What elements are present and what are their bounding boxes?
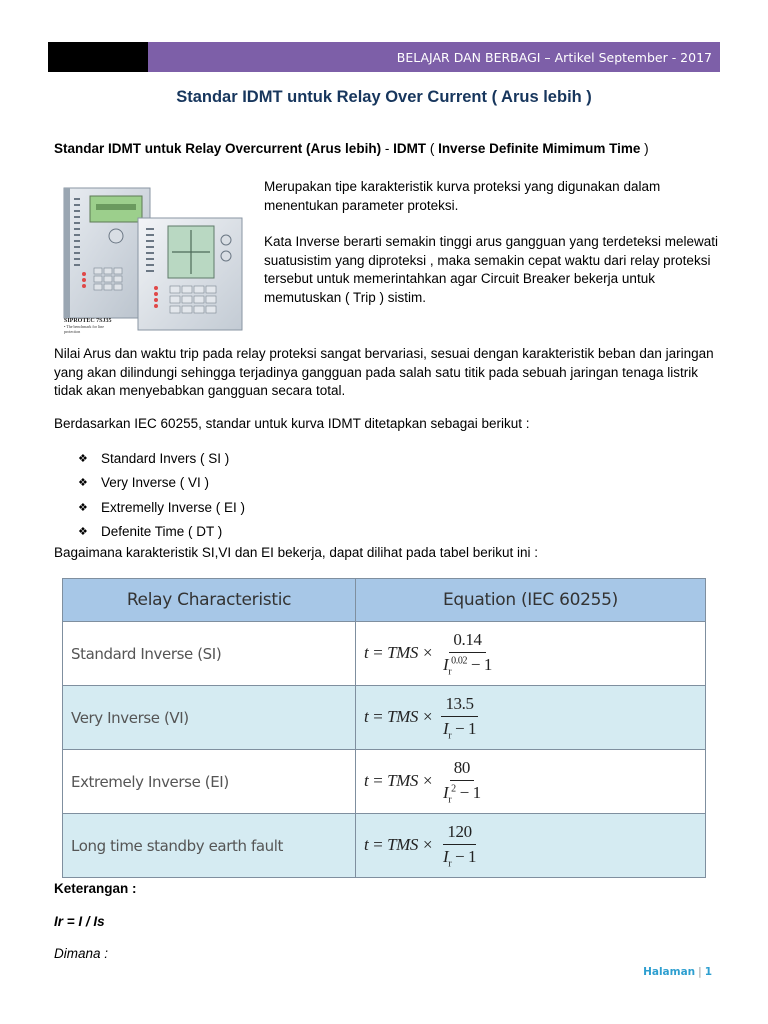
equation-cell xyxy=(356,750,706,814)
equation-numerator: 0.14 xyxy=(449,630,485,653)
equation-cell xyxy=(356,622,706,686)
equation-numerator: 80 xyxy=(450,758,474,781)
curve-type-list xyxy=(78,446,245,544)
characteristic-name: Long time standby earth fault xyxy=(63,814,356,878)
list-item-text: Extremelly Inverse ( EI ) xyxy=(101,499,246,515)
bullet-diamond-icon: ❖ xyxy=(78,501,88,514)
list-item-text: Standard Invers ( SI ) xyxy=(101,450,230,466)
equation-prefix: t = TMS × xyxy=(364,771,433,791)
characteristic-name: Very Inverse (VI) xyxy=(63,686,356,750)
bullet-diamond-icon: ❖ xyxy=(78,526,88,539)
subtitle-part3: Inverse Definite Mimimum Time xyxy=(438,141,641,156)
table-row xyxy=(63,814,706,878)
intro-text xyxy=(264,178,724,325)
header-equation: Equation (IEC 60255) xyxy=(356,579,706,622)
equation-cell xyxy=(356,814,706,878)
den-base: I xyxy=(442,654,449,674)
page-title: Standar IDMT untuk Relay Over Current ( Arus lebih ) xyxy=(176,88,592,106)
table-header-row xyxy=(63,579,706,622)
den-sub: r xyxy=(448,730,452,742)
characteristic-name: Standard Inverse (SI) xyxy=(63,622,356,686)
relay-characteristic-table xyxy=(62,578,706,878)
den-minus: − 1 xyxy=(451,718,477,738)
den-minus: − 1 xyxy=(451,846,477,866)
header-bar xyxy=(148,42,720,72)
den-exponent: 2 xyxy=(451,783,456,795)
den-base: I xyxy=(442,718,449,738)
subtitle-part1: Standar IDMT untuk Relay Overcurrent (Arus lebih) xyxy=(54,141,382,156)
list-item-text: Very Inverse ( VI ) xyxy=(101,475,210,491)
equation-numerator: 120 xyxy=(443,822,475,845)
footer-label: Halaman xyxy=(643,966,696,978)
intro-paragraph-2: Kata Inverse berarti semakin tinggi arus gangguan yang terdeteksi melewati suatusistim yang diproteksi , maka semakin cepat waktu dari relay proteksi tersebut untuk memerintahkan agar Circuit Breaker bekerja untuk memutuskan ( Trip ) sistim. xyxy=(264,234,719,305)
subtitle-sep: - xyxy=(381,141,394,156)
subtitle xyxy=(54,141,649,156)
paragraph-table-intro: Bagaimana karakteristik SI,VI dan EI bekerja, dapat dilihat pada tabel berikut ini : xyxy=(54,545,539,560)
header-text: BELAJAR DAN BERBAGI – Artikel September - 2017 xyxy=(396,49,712,65)
page-footer xyxy=(643,966,712,978)
den-exponent: 0.02 xyxy=(451,655,468,667)
list-item xyxy=(78,520,245,545)
paragraph-nilai-arus: Nilai Arus dan waktu trip pada relay proteksi sangat bervariasi, sesuai dengan karakteristik beban dan jaringan yang akan dilindungi sehingga terjadinya gangguan pada salah satu titik pada sebuah jaringan tenaga listrik tidak akan menyebabkan gangguan secara total. xyxy=(54,346,714,398)
keterangan-label: Keterangan : xyxy=(54,881,137,896)
page-number: 1 xyxy=(704,966,712,978)
den-sub: r xyxy=(448,794,452,806)
image-caption-sub2: protection xyxy=(64,329,81,334)
intro-paragraph-1: Merupakan tipe karakteristik kurva proteksi yang digunakan dalam menentukan parameter proteksi. xyxy=(264,179,661,213)
equation-prefix: t = TMS × xyxy=(364,643,433,663)
paragraph-iec: Berdasarkan IEC 60255, standar untuk kurva IDMT ditetapkan sebagai berikut : xyxy=(54,416,530,431)
equation-cell xyxy=(356,686,706,750)
den-minus: − 1 xyxy=(467,654,493,674)
image-caption-sub1: • The benchmark for line xyxy=(64,324,104,329)
list-item xyxy=(78,495,245,520)
list-item xyxy=(78,471,245,496)
dimana-label: Dimana : xyxy=(54,946,109,961)
table-row xyxy=(63,750,706,814)
ir-formula: Ir = I / Is xyxy=(54,914,105,929)
equation-prefix: t = TMS × xyxy=(364,835,433,855)
den-sub: r xyxy=(448,858,452,870)
relay-device-image xyxy=(60,182,246,334)
header-relay-characteristic: Relay Characteristic xyxy=(63,579,356,622)
den-base: I xyxy=(442,846,449,866)
bullet-diamond-icon: ❖ xyxy=(78,452,88,465)
image-caption: SIPROTEC 7SJ35 xyxy=(64,318,112,324)
equation-numerator: 13.5 xyxy=(441,694,477,717)
subtitle-part2: IDMT xyxy=(393,141,427,156)
subtitle-open: ( xyxy=(426,141,439,156)
header-black-block xyxy=(48,42,148,72)
den-base: I xyxy=(442,782,449,802)
den-sub: r xyxy=(448,666,452,678)
den-minus: − 1 xyxy=(455,782,481,802)
bullet-diamond-icon: ❖ xyxy=(78,477,88,490)
list-item xyxy=(78,446,245,471)
list-item-text: Defenite Time ( DT ) xyxy=(101,524,223,540)
table-row xyxy=(63,622,706,686)
subtitle-close: ) xyxy=(640,141,649,156)
table-row xyxy=(63,686,706,750)
footer-separator: | xyxy=(698,966,702,978)
equation-prefix: t = TMS × xyxy=(364,707,433,727)
characteristic-name: Extremely Inverse (EI) xyxy=(63,750,356,814)
